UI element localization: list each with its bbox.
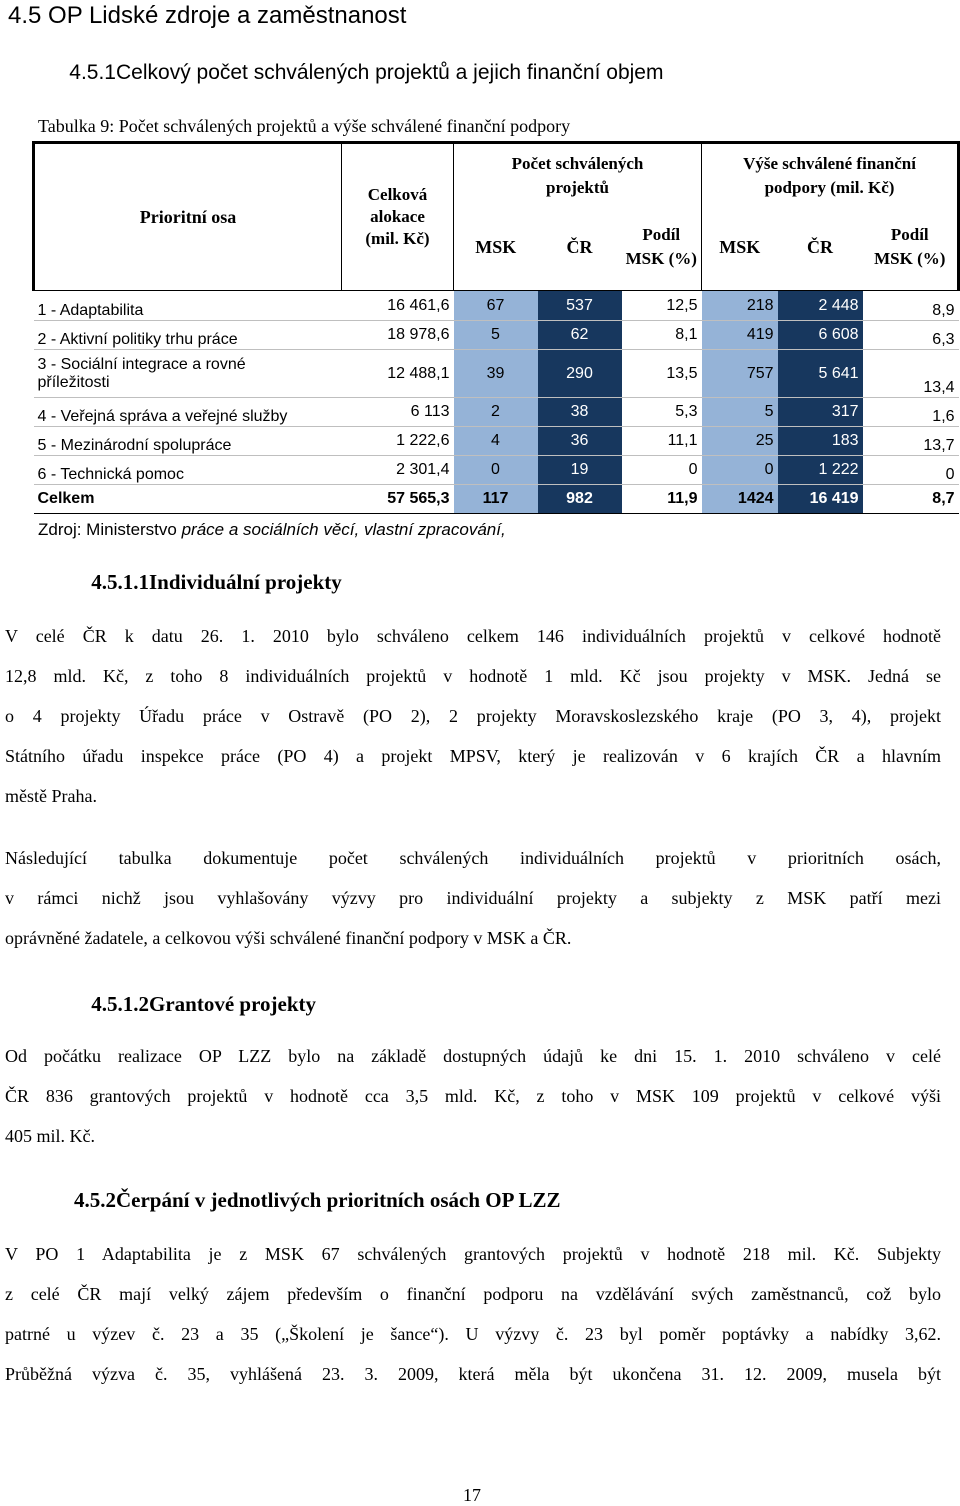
- text-line: 405 mil. Kč.: [5, 1126, 95, 1146]
- header-alokace-line: alokace: [370, 207, 425, 226]
- cell-osa: 5 - Mezinárodní spolupráce: [34, 427, 342, 456]
- cell-osa: 1 - Adaptabilita: [34, 291, 342, 321]
- cell-v-podil: 13,4: [863, 350, 959, 398]
- text-line: městě Praha.: [5, 786, 97, 806]
- cell-v-podil: 6,3: [863, 321, 959, 350]
- table-row: [34, 427, 959, 456]
- cell-v-podil: 13,7: [863, 427, 959, 456]
- table-row: [34, 291, 959, 321]
- header-podil-line: MSK (%): [874, 249, 946, 269]
- paragraph-individual-projects: [5, 616, 941, 816]
- header-podil-line: Podíl: [890, 225, 929, 245]
- cell-p-msk: 4: [454, 427, 538, 456]
- cell-p-podil: 8,1: [622, 321, 702, 350]
- cell-alokace: 2 301,4: [342, 456, 454, 485]
- cell-v-podil: 1,6: [863, 398, 959, 427]
- table-row: [34, 350, 959, 398]
- header-p-msk: MSK: [454, 205, 538, 291]
- cell-alokace: 1 222,6: [342, 427, 454, 456]
- cell-p-cr: 62: [538, 321, 622, 350]
- header-pocet-line: Počet schválených: [511, 154, 644, 173]
- cell-p-podil: 11,9: [622, 485, 702, 514]
- cell-v-cr: 2 448: [778, 291, 863, 321]
- cell-osa: 6 - Technická pomoc: [34, 456, 342, 485]
- text-line: Od počátku realizace OP LZZ bylo na základě dostupných údajů ke dni 15. 1. 2010 schváleno v celé: [5, 1046, 941, 1066]
- cell-p-msk: 5: [454, 321, 538, 350]
- header-osa: [34, 143, 342, 291]
- source-italic: práce a sociálních věcí, vlastní zpracování,: [181, 520, 506, 539]
- cell-p-podil: 12,5: [622, 291, 702, 321]
- cell-v-msk: 5: [702, 398, 778, 427]
- section-heading-4-5-2: [38, 1188, 561, 1213]
- header-podil-line: MSK (%): [625, 249, 697, 269]
- header-v-msk: MSK: [702, 205, 778, 291]
- cell-p-cr: 290: [538, 350, 622, 398]
- header-alokace-line: (mil. Kč): [365, 229, 430, 248]
- table-row: [34, 398, 959, 427]
- cell-v-cr: 1 222: [778, 456, 863, 485]
- heading-number: 4.5.1.1: [91, 570, 149, 594]
- cell-alokace: 57 565,3: [342, 485, 454, 514]
- section-heading-4-5-1-1: [38, 570, 342, 595]
- paragraph-drawing-priority-axes: [5, 1234, 941, 1394]
- cell-v-cr: 183: [778, 427, 863, 456]
- header-alokace-line: Celková: [367, 185, 428, 204]
- header-vyse-line: Výše schválené finanční: [743, 154, 916, 173]
- text-line: z celé ČR mají velký zájem především o finanční podporu na vzdělávání svých zaměstnanců, což bylo: [5, 1284, 941, 1304]
- cell-v-msk: 419: [702, 321, 778, 350]
- table-caption: Tabulka 9: Počet schválených projektů a výše schválené finanční podpory: [38, 116, 571, 136]
- cell-v-cr: 6 608: [778, 321, 863, 350]
- cell-osa: 4 - Veřejná správa a veřejné služby: [34, 398, 342, 427]
- cell-p-podil: 5,3: [622, 398, 702, 427]
- section-heading-4-5-1: [38, 61, 663, 85]
- cell-v-cr: 317: [778, 398, 863, 427]
- header-pocet-line: projektů: [546, 178, 609, 197]
- text-line: V celé ČR k datu 26. 1. 2010 bylo schváleno celkem 146 individuálních projektů v celkové hodnotě: [5, 626, 941, 646]
- section-heading-4-5-1-2: [38, 992, 316, 1017]
- heading-number: 4.5.1: [69, 61, 116, 84]
- cell-p-cr: 537: [538, 291, 622, 321]
- cell-p-podil: 11,1: [622, 427, 702, 456]
- heading-title: Čerpání v jednotlivých prioritních osách OP LZZ: [116, 1188, 561, 1212]
- text-line: o 4 projekty Úřadu práce v Ostravě (PO 2), 2 projekty Moravskoslezského kraje (PO 3, 4), projekt: [5, 706, 941, 726]
- header-vyse: [702, 143, 959, 205]
- cell-p-cr: 38: [538, 398, 622, 427]
- header-p-cr: ČR: [538, 205, 622, 291]
- header-v-cr: ČR: [778, 205, 863, 291]
- cell-p-msk: 67: [454, 291, 538, 321]
- cell-alokace: 18 978,6: [342, 321, 454, 350]
- source-prefix: Zdroj: Ministerstvo: [38, 520, 182, 539]
- header-podil-line: Podíl: [642, 225, 681, 245]
- cell-p-msk: 2: [454, 398, 538, 427]
- cell-p-podil: 0: [622, 456, 702, 485]
- approved-projects-table: [32, 141, 960, 514]
- cell-v-msk: 25: [702, 427, 778, 456]
- text-line: oprávněné žadatele, a celkovou výši schválené finanční podpory v MSK a ČR.: [5, 928, 572, 948]
- table-row-total: [34, 485, 959, 514]
- heading-number: 4.5.2: [74, 1188, 116, 1212]
- text-line: 12,8 mld. Kč, z toho 8 individuálních projektů v hodnotě 1 mld. Kč jsou projekty v MSK. Jedná se: [5, 666, 941, 686]
- cell-osa: Celkem: [34, 485, 342, 514]
- table-source: [38, 520, 506, 540]
- cell-alokace: 12 488,1: [342, 350, 454, 398]
- cell-p-cr: 982: [538, 485, 622, 514]
- cell-v-cr: 16 419: [778, 485, 863, 514]
- section-heading-4-5: 4.5 OP Lidské zdroje a zaměstnanost: [8, 2, 407, 29]
- cell-p-cr: 19: [538, 456, 622, 485]
- paragraph-grant-projects: [5, 1036, 941, 1156]
- heading-title: Individuální projekty: [149, 570, 342, 594]
- text-line: patrné u výzev č. 23 a 35 („Školení je šance“). U výzvy č. 23 byl poměr poptávky a nabídky 3,62.: [5, 1324, 941, 1344]
- cell-osa-line: 3 - Sociální integrace a rovné: [37, 355, 246, 373]
- cell-osa: 2 - Aktivní politiky trhu práce: [34, 321, 342, 350]
- header-osa-label: Prioritní osa: [139, 206, 237, 227]
- cell-v-podil: 8,7: [863, 485, 959, 514]
- cell-v-msk: 0: [702, 456, 778, 485]
- text-line: V PO 1 Adaptabilita je z MSK 67 schválených grantových projektů v hodnotě 218 mil. Kč. Subjekty: [5, 1244, 941, 1264]
- cell-v-podil: 0: [863, 456, 959, 485]
- cell-v-cr: 5 641: [778, 350, 863, 398]
- cell-v-podil: 8,9: [863, 291, 959, 321]
- text-line: v rámci nichž jsou vyhlašovány výzvy pro individuální projekty a subjekty z MSK patří mezi: [5, 888, 941, 908]
- text-line: Státního úřadu inspekce práce (PO 4) a projekt MPSV, který je realizován v 6 krajích ČR a hlavním: [5, 746, 941, 766]
- heading-title: Grantové projekty: [149, 992, 317, 1016]
- heading-number: 4.5.1.2: [91, 992, 149, 1016]
- header-p-podil: [622, 205, 702, 291]
- paragraph-following-table: [5, 838, 941, 958]
- cell-osa: [34, 350, 342, 398]
- text-line: Následující tabulka dokumentuje počet schválených individuálních projektů v prioritních osách,: [5, 848, 941, 868]
- cell-p-msk: 117: [454, 485, 538, 514]
- header-v-podil: [863, 205, 959, 291]
- cell-p-msk: 0: [454, 456, 538, 485]
- header-vyse-line: podpory (mil. Kč): [764, 178, 895, 197]
- cell-p-cr: 36: [538, 427, 622, 456]
- cell-v-msk: 757: [702, 350, 778, 398]
- text-line: ČR 836 grantových projektů v hodnotě cca 3,5 mld. Kč, z toho v MSK 109 projektů v celkové výši: [5, 1086, 941, 1106]
- cell-osa-line: příležitosti: [37, 373, 110, 391]
- cell-p-podil: 13,5: [622, 350, 702, 398]
- heading-title: Celkový počet schválených projektů a jejich finanční objem: [116, 61, 664, 84]
- text-line: Průběžná výzva č. 35, vyhlášená 23. 3. 2009, která měla být ukončena 31. 12. 2009, musela být: [5, 1364, 941, 1384]
- cell-v-msk: 218: [702, 291, 778, 321]
- cell-alokace: 6 113: [342, 398, 454, 427]
- table-row: [34, 456, 959, 485]
- cell-v-msk: 1424: [702, 485, 778, 514]
- header-alokace: [342, 143, 454, 291]
- page-number: 17: [463, 1485, 481, 1505]
- cell-alokace: 16 461,6: [342, 291, 454, 321]
- header-pocet: [454, 143, 702, 205]
- table-row: [34, 321, 959, 350]
- cell-p-msk: 39: [454, 350, 538, 398]
